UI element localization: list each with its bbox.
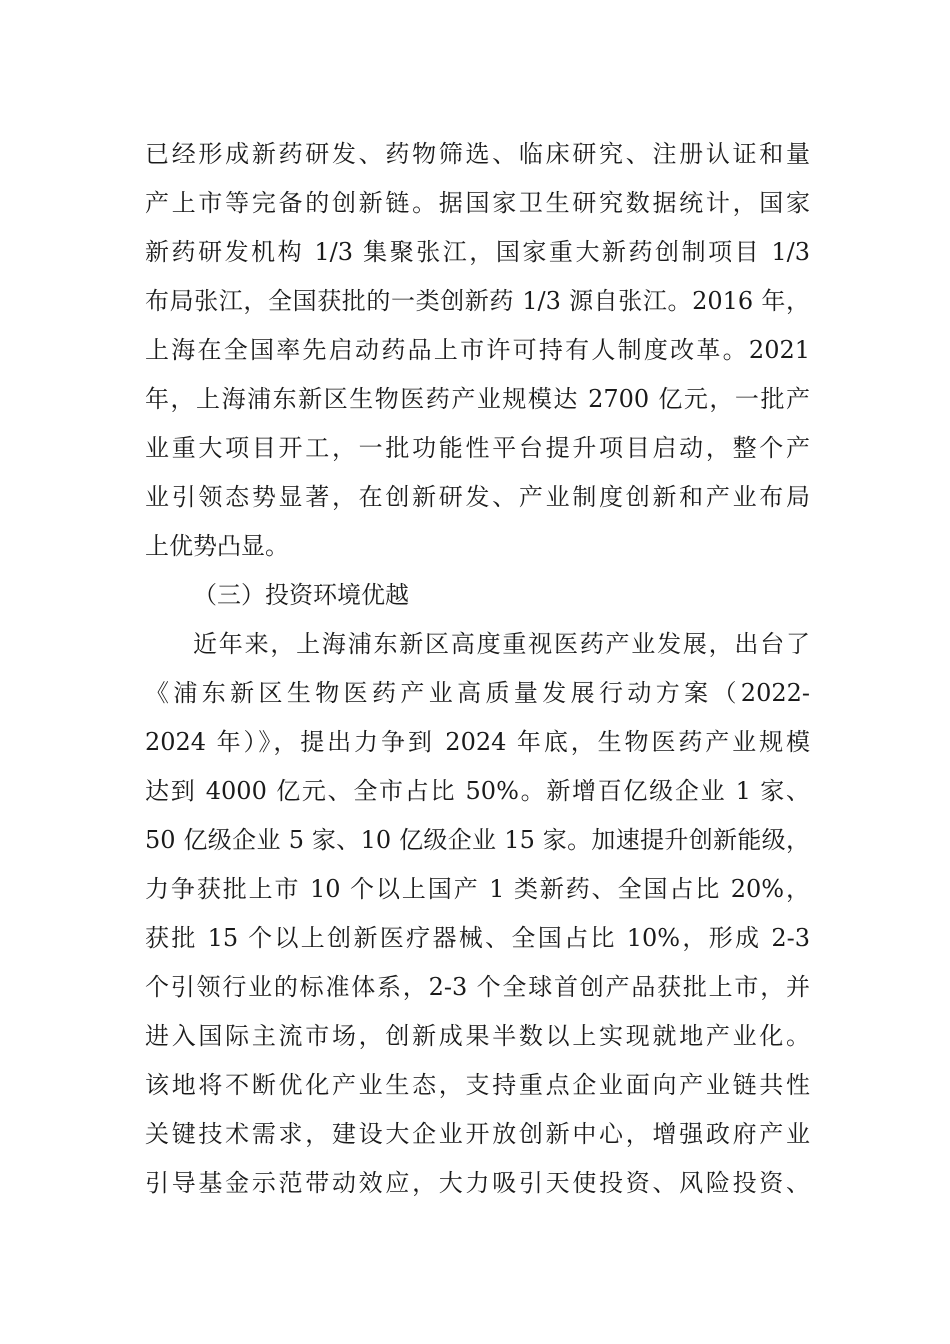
paragraph-line: 《浦东新区生物医药产业高质量发展行动方案（2022-	[145, 679, 810, 707]
paragraph-line: 该地将不断优化产业生态，支持重点企业面向产业链共性	[145, 1071, 810, 1099]
paragraph-innovation-chain	[145, 130, 810, 571]
paragraph-line: 年，上海浦东新区生物医药产业规模达 2700 亿元，一批产	[145, 385, 810, 413]
paragraph-line: 50 亿级企业 5 家、10 亿级企业 15 家。加速提升创新能级，	[145, 826, 810, 854]
paragraph-line: 上优势凸显。	[145, 532, 289, 560]
paragraph-line: 力争获批上市 10 个以上国产 1 类新药、全国占比 20%，	[145, 875, 810, 903]
paragraph-line: 获批 15 个以上创新医疗器械、全国占比 10%，形成 2-3	[145, 924, 810, 952]
paragraph-line: 产上市等完备的创新链。据国家卫生研究数据统计，国家	[145, 189, 810, 217]
paragraph-line: 达到 4000 亿元、全市占比 50%。新增百亿级企业 1 家、	[145, 777, 810, 805]
paragraph-line: 布局张江，全国获批的一类创新药 1/3 源自张江。2016 年，	[145, 287, 810, 315]
paragraph-line: 引导基金示范带动效应，大力吸引天使投资、风险投资、	[145, 1169, 810, 1197]
paragraph-line: 业引领态势显著，在创新研发、产业制度创新和产业布局	[145, 483, 810, 511]
document-body	[145, 130, 810, 1208]
paragraph-line: 2024 年）》，提出力争到 2024 年底，生物医药产业规模	[145, 728, 810, 756]
paragraph-investment-environment	[145, 620, 810, 1208]
paragraph-line: 业重大项目开工，一批功能性平台提升项目启动，整个产	[145, 434, 810, 462]
paragraph-line: 关键技术需求，建设大企业开放创新中心，增强政府产业	[145, 1120, 810, 1148]
section-heading: （三）投资环境优越	[193, 581, 409, 609]
paragraph-line: 上海在全国率先启动药品上市许可持有人制度改革。2021	[145, 336, 810, 364]
paragraph-line: 个引领行业的标准体系，2-3 个全球首创产品获批上市，并	[145, 973, 810, 1001]
paragraph-line: 新药研发机构 1/3 集聚张江，国家重大新药创制项目 1/3	[145, 238, 810, 266]
paragraph-line: 近年来，上海浦东新区高度重视医药产业发展，出台了	[193, 630, 810, 658]
paragraph-line: 进入国际主流市场，创新成果半数以上实现就地产业化。	[145, 1022, 810, 1050]
paragraph-line: 已经形成新药研发、药物筛选、临床研究、注册认证和量	[145, 140, 810, 168]
